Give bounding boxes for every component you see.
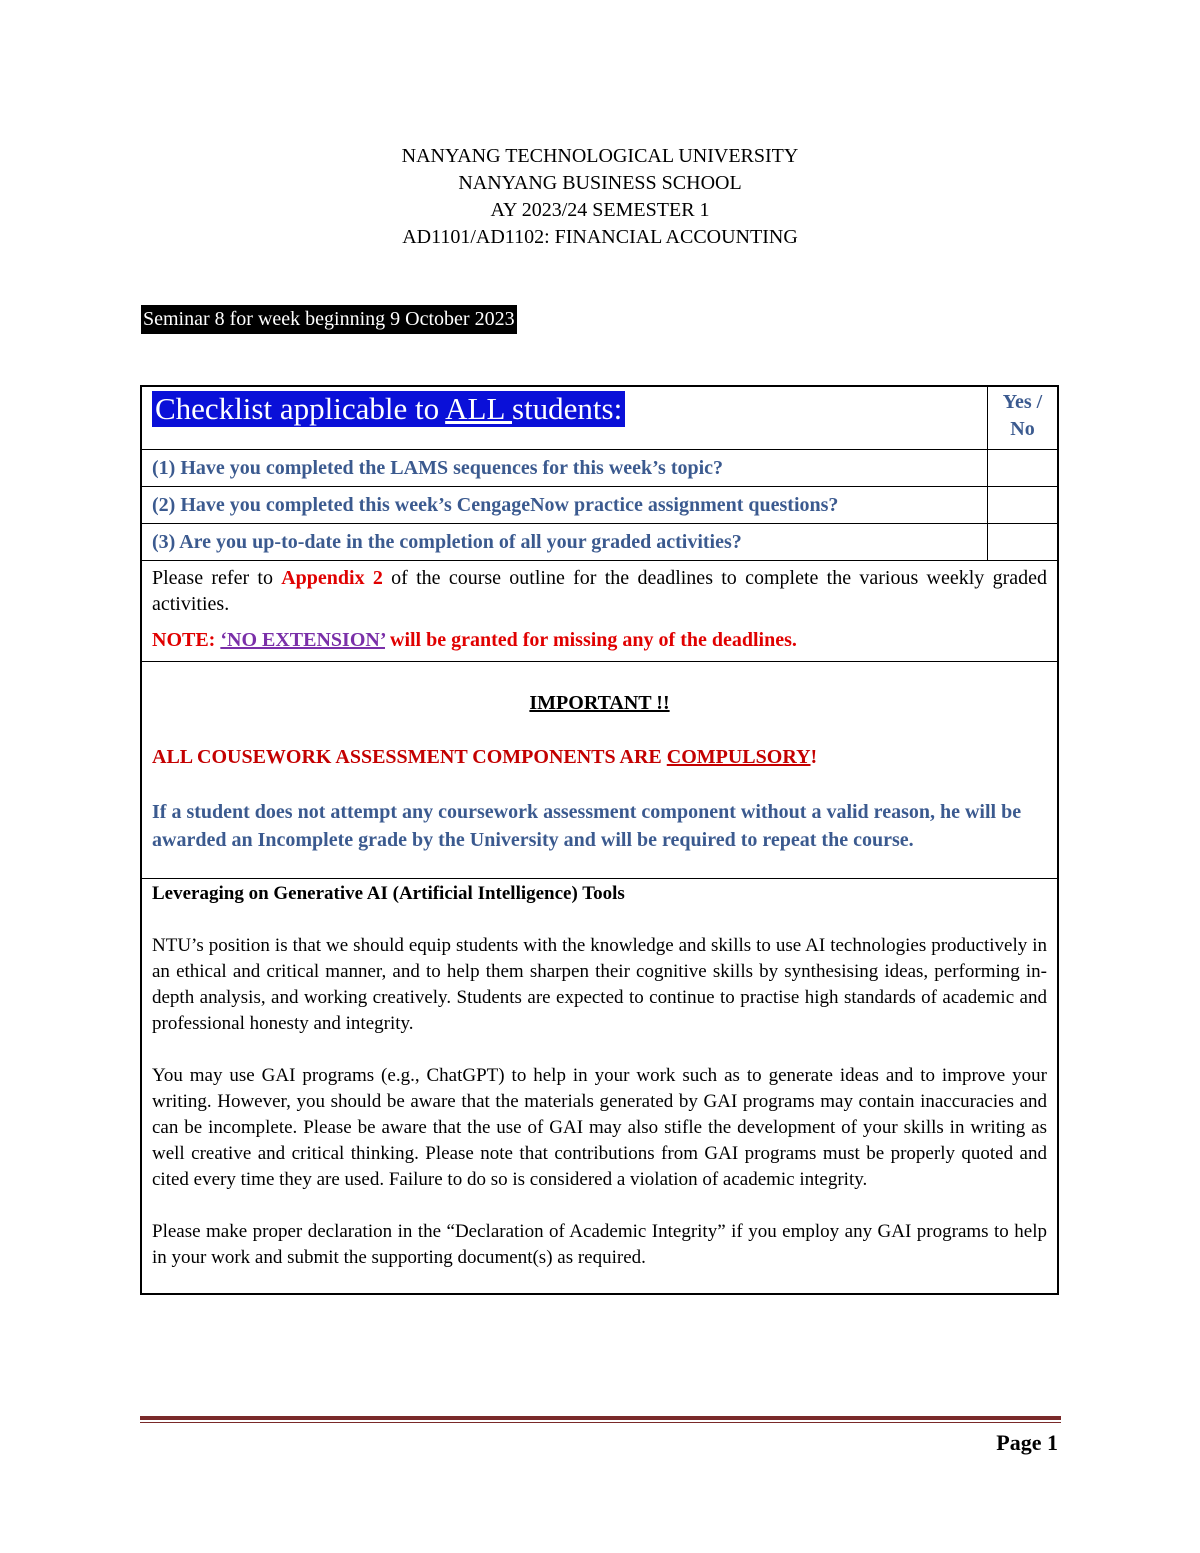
footer-divider-thin [140,1422,1061,1423]
seminar-banner: Seminar 8 for week beginning 9 October 2023 [141,305,517,334]
compulsory-notice [152,744,1047,770]
note-post: of the course outline for the deadlines to complete the various weekly graded activities. [152,567,1047,615]
note-label: NOTE: [152,629,221,651]
checklist-title-pre: Checklist applicable to [155,391,446,426]
checklist-title-cell [141,386,988,450]
appendix-link-text: Appendix 2 [281,567,383,589]
gai-paragraph-1: NTU’s position is that we should equip students with the knowledge and skills to use AI technologies productively in an ethical and critical manner, and to help them sharpen their cognitive skills by synthesising ideas, performing in-depth analysis, and working creatively. Students are expected to continue to practise high standards of academic and professional honesty and integrity. [152,935,1047,1034]
question-2: (2) Have you completed this week’s CengageNow practice assignment questions? [141,487,988,524]
gai-title: Leveraging on Generative AI (Artificial Intelligence) Tools [152,883,625,904]
page-number: Page 1 [996,1430,1058,1455]
important-title: IMPORTANT !! [529,692,670,714]
checklist-title [152,391,625,427]
important-cell [141,662,1058,879]
note-pre: Please refer to [152,567,282,589]
appendix-reference [152,565,1047,617]
gai-paragraph-2: You may use GAI programs (e.g., ChatGPT) to help in your work such as to generate ideas and to improve your writing. However, you should be aware that the materials generated by GAI programs may contain inaccuracies and can be incomplete. Please be aware that the use of GAI may also stifle the development of your skills in writing as well creative and critical thinking. Please note that contributions from GAI programs must be properly quoted and cited every time they are used. Failure to do so is considered a violation of academic integrity. [152,1065,1047,1190]
deadline-note-cell [141,561,1058,662]
gai-paragraph-3: Please make proper declaration in the “Declaration of Academic Integrity” if you employ any GAI programs to help in your work and submit the supporting document(s) as required. [152,1221,1047,1268]
footer-divider-thick [140,1416,1061,1420]
incomplete-grade-warning: If a student does not attempt any coursework assessment component without a valid reason, he will be awarded an Incomplete grade by the University and will be required to repeat the course. [152,801,1022,851]
yes-no-header [988,386,1059,450]
no-label: No [1010,418,1035,440]
semester-label: AY 2023/24 SEMESTER 1 [490,199,710,221]
question-1: (1) Have you completed the LAMS sequences for this week’s topic? [141,450,988,487]
yes-label: Yes / [1002,391,1043,413]
compulsory-pre: ALL COUSEWORK ASSESSMENT COMPONENTS ARE [152,746,667,768]
question-3: (3) Are you up-to-date in the completion of all your graded activities? [141,524,988,561]
answer-box-1[interactable] [988,450,1059,487]
checklist-title-all: ALL [445,391,512,426]
document-header [0,143,1200,251]
compulsory-post: ! [810,746,818,768]
answer-box-2[interactable] [988,487,1059,524]
checklist-table [140,385,1059,1295]
no-extension-text: ‘NO EXTENSION’ [220,629,385,651]
gai-policy-cell [141,879,1058,1295]
school-name: NANYANG BUSINESS SCHOOL [458,172,742,194]
compulsory-word: COMPULSORY [666,746,811,768]
checklist-title-post: students: [512,391,623,426]
answer-box-3[interactable] [988,524,1059,561]
no-extension-note [152,627,1047,653]
course-title: AD1101/AD1102: FINANCIAL ACCOUNTING [402,226,798,248]
note-rest: will be granted for missing any of the deadlines. [385,629,797,651]
university-name: NANYANG TECHNOLOGICAL UNIVERSITY [401,145,799,167]
